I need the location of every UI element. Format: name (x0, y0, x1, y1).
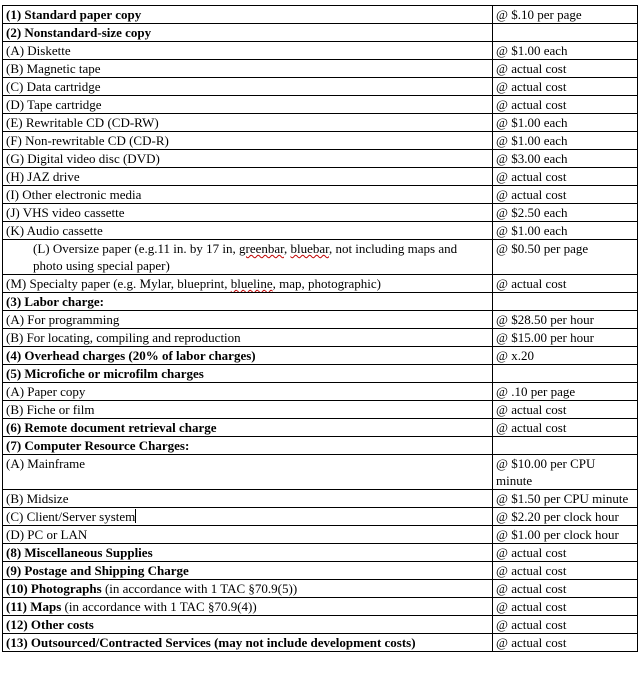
rate-cell (493, 365, 638, 383)
table-row (3, 275, 638, 293)
rate-cell: @ $15.00 per hour (493, 329, 638, 347)
table-row (3, 186, 638, 204)
rate-cell: @ $1.00 each (493, 132, 638, 150)
item-label-text: , not including maps and photo using special paper) (33, 241, 458, 273)
section-label (3, 598, 493, 616)
table-row (3, 240, 638, 275)
rate-cell: @ $28.50 per hour (493, 311, 638, 329)
section-label: (8) Miscellaneous Supplies (3, 544, 493, 562)
rate-cell: @ actual cost (493, 78, 638, 96)
item-label-text: , map, photographic) (272, 276, 381, 291)
rate-cell: @ x.20 (493, 347, 638, 365)
section-label: (12) Other costs (3, 616, 493, 634)
item-label: (H) JAZ drive (3, 168, 493, 186)
item-label: (I) Other electronic media (3, 186, 493, 204)
section-label: (7) Computer Resource Charges: (3, 437, 493, 455)
table-row (3, 204, 638, 222)
item-label: (B) For locating, compiling and reproduction (3, 329, 493, 347)
section-label: (1) Standard paper copy (3, 6, 493, 24)
table-row (3, 634, 638, 652)
table-row (3, 42, 638, 60)
table-row (3, 222, 638, 240)
spellcheck-word: bluebar (290, 241, 329, 256)
item-label-text: (L) Oversize paper (e.g.11 in. by 17 in, (33, 241, 240, 256)
table-row (3, 96, 638, 114)
table-row (3, 168, 638, 186)
item-label: (B) Magnetic tape (3, 60, 493, 78)
section-label: (4) Overhead charges (20% of labor charges) (3, 347, 493, 365)
rate-cell: @ actual cost (493, 598, 638, 616)
rate-cell: @ actual cost (493, 275, 638, 293)
table-row (3, 6, 638, 24)
section-label-note: (in accordance with 1 TAC §70.9(5)) (101, 581, 298, 596)
rate-cell: @ $3.00 each (493, 150, 638, 168)
item-label-text: , (283, 241, 291, 256)
table-row (3, 114, 638, 132)
table-row (3, 580, 638, 598)
rate-cell: @ $1.00 each (493, 42, 638, 60)
rate-cell: @ actual cost (493, 562, 638, 580)
rate-cell (493, 437, 638, 455)
item-label: (C) Data cartridge (3, 78, 493, 96)
table-row (3, 526, 638, 544)
rate-cell: @ $1.00 each (493, 222, 638, 240)
section-label-bold: (10) Photographs (6, 581, 102, 596)
table-row (3, 598, 638, 616)
rate-cell: @ actual cost (493, 60, 638, 78)
section-label (3, 580, 493, 598)
rate-cell: @ actual cost (493, 616, 638, 634)
table-row (3, 347, 638, 365)
item-label: (J) VHS video cassette (3, 204, 493, 222)
section-label: (5) Microfiche or microfilm charges (3, 365, 493, 383)
table-row (3, 365, 638, 383)
item-label: (A) Paper copy (3, 383, 493, 401)
table-row (3, 455, 638, 490)
rate-cell: @ actual cost (493, 544, 638, 562)
item-label: (B) Midsize (3, 490, 493, 508)
item-label: (F) Non-rewritable CD (CD-R) (3, 132, 493, 150)
rate-cell: @ $.10 per page (493, 6, 638, 24)
rate-cell: @ $10.00 per CPU minute (493, 455, 638, 490)
item-label: (K) Audio cassette (3, 222, 493, 240)
item-label: (D) Tape cartridge (3, 96, 493, 114)
item-label: (E) Rewritable CD (CD-RW) (3, 114, 493, 132)
rate-cell: @ $1.00 each (493, 114, 638, 132)
table-row (3, 508, 638, 526)
table-row (3, 437, 638, 455)
item-label: (G) Digital video disc (DVD) (3, 150, 493, 168)
section-label: (13) Outsourced/Contracted Services (may not include development costs) (3, 634, 493, 652)
table-row (3, 311, 638, 329)
item-label (3, 240, 493, 275)
rate-cell: @ $2.50 each (493, 204, 638, 222)
item-label: (D) PC or LAN (3, 526, 493, 544)
table-row (3, 60, 638, 78)
rate-cell: @ actual cost (493, 580, 638, 598)
table-row (3, 293, 638, 311)
rate-cell: @ $1.50 per CPU minute (493, 490, 638, 508)
item-label (3, 275, 493, 293)
rate-cell (493, 293, 638, 311)
table-row (3, 616, 638, 634)
section-label: (3) Labor charge: (3, 293, 493, 311)
table-row (3, 490, 638, 508)
item-label-text: (M) Specialty paper (e.g. Mylar, blueprint, (6, 276, 231, 291)
item-label: (A) Mainframe (3, 455, 493, 490)
table-row (3, 132, 638, 150)
rate-cell: @ $0.50 per page (493, 240, 638, 275)
section-label: (6) Remote document retrieval charge (3, 419, 493, 437)
rate-cell: @ actual cost (493, 186, 638, 204)
rate-cell: @ $1.00 per clock hour (493, 526, 638, 544)
rate-cell: @ actual cost (493, 401, 638, 419)
table-row (3, 401, 638, 419)
spellcheck-word: blueline (230, 276, 273, 291)
table-row (3, 562, 638, 580)
table-row (3, 24, 638, 42)
table-row (3, 78, 638, 96)
rate-cell: @ $2.20 per clock hour (493, 508, 638, 526)
rate-cell: @ actual cost (493, 168, 638, 186)
item-label-text: (C) Client/Server system (6, 509, 136, 524)
text-cursor (135, 509, 136, 523)
rate-cell: @ .10 per page (493, 383, 638, 401)
item-label: (A) For programming (3, 311, 493, 329)
table-row (3, 544, 638, 562)
rate-cell (493, 24, 638, 42)
rate-cell: @ actual cost (493, 419, 638, 437)
table-row (3, 329, 638, 347)
section-label-bold: (11) Maps (6, 599, 62, 614)
table-row (3, 150, 638, 168)
item-label: (A) Diskette (3, 42, 493, 60)
table-row (3, 383, 638, 401)
rate-cell: @ actual cost (493, 96, 638, 114)
item-label: (B) Fiche or film (3, 401, 493, 419)
rate-cell: @ actual cost (493, 634, 638, 652)
section-label: (2) Nonstandard-size copy (3, 24, 493, 42)
spellcheck-word: greenbar (239, 241, 284, 256)
table-row (3, 419, 638, 437)
item-label[interactable] (3, 508, 493, 526)
fee-schedule-table (2, 5, 638, 652)
section-label: (9) Postage and Shipping Charge (3, 562, 493, 580)
section-label-note: (in accordance with 1 TAC §70.9(4)) (61, 599, 257, 614)
